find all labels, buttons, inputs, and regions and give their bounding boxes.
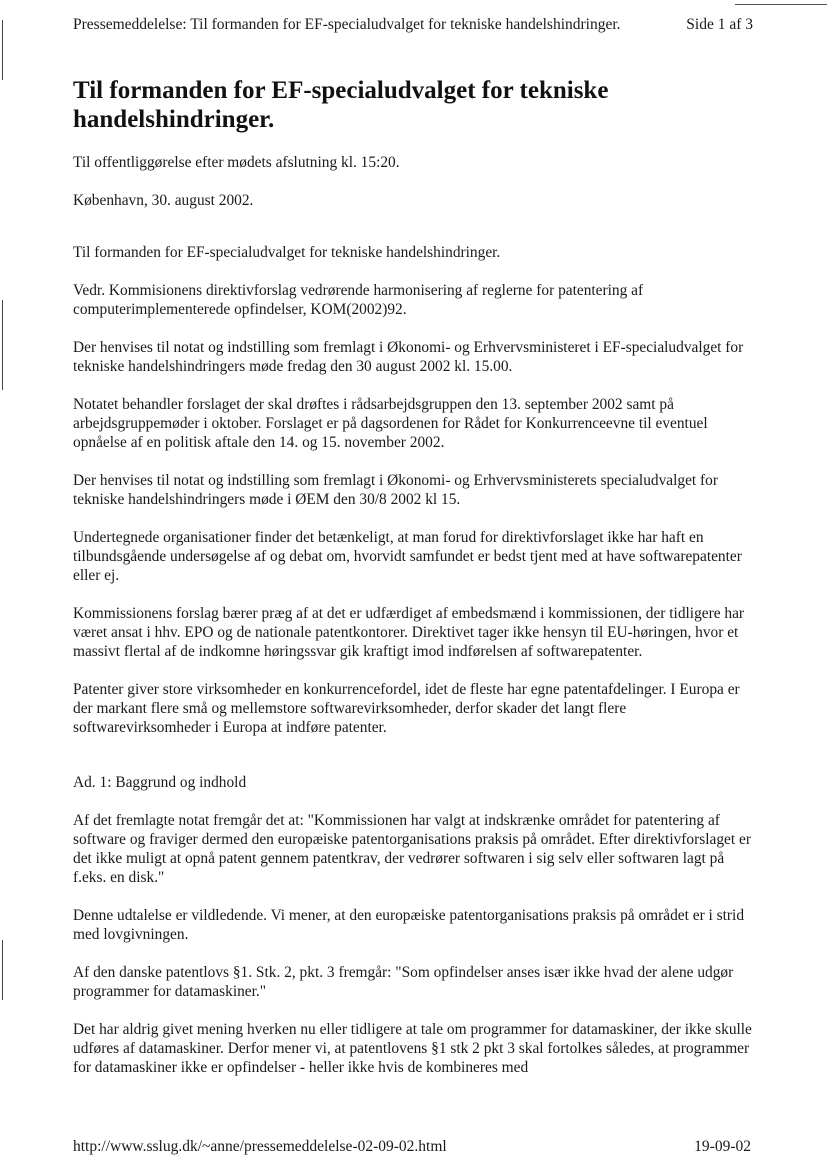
page-number: Side 1 af 3 [686,16,753,33]
paragraph: Der henvises til notat og indstilling som fremlagt i Økonomi- og Erhvervsministeret i EF-specialudvalget for tekniske handelshindringers møde fredag den 30 august 2002 kl. 15.00. [73,339,744,375]
footer-date: 19-09-02 [694,1138,751,1155]
paragraph: Der henvises til notat og indstilling som fremlagt i Økonomi- og Erhvervsministerets specialudvalget for tekniske handelshindringers møde i ØEM den 30/8 2002 kl 15. [73,472,719,508]
paragraph: Patenter giver store virksomheder en konkurrencefordel, idet de fleste har egne patentafdelinger. I Europa er der markant flere små og mellemstore softwarevirksomheder, derfor skader det langt flere softwarevirksomheder i Europa at indføre patenter. [73,681,740,736]
footer-url: http://www.sslug.dk/~anne/pressemeddelelse-02-09-02.html [73,1138,447,1155]
section-heading: Ad. 1: Baggrund og indhold [73,774,247,791]
scan-edge-mark [2,940,3,1000]
paragraph: Undertegnede organisationer finder det betænkeligt, at man forud for direktivforslaget ikke har haft en tilbundsgående undersøgelse af og debat om, hvorvidt samfundet er bedst tjent med at have softwarepatenter eller ej. [73,529,742,584]
paragraph: Kommissionens forslag bærer præg af at det er udfærdiget af embedsmænd i kommissionen, der tidligere har været ansat i hhv. EPO og de nationale patentkontorer. Direktivet tager ikke hensyn til EU-høringen, hvor et massivt flertal af de indkomne høringssvar gik kraftigt imod indførelsen af softwarepatenter. [73,605,745,660]
paragraph: Til formanden for EF-specialudvalget for tekniske handelshindringer. [73,244,501,261]
paragraph: Denne udtalelse er vildledende. Vi mener, at den europæiske patentorganisations praksis på området er i strid med lovgivningen. [73,907,745,943]
paragraph: Til offentliggørelse efter mødets afslutning kl. 15:20. [73,154,400,171]
document-body [73,153,753,1096]
paragraph: Notatet behandler forslaget der skal drøftes i rådsarbejdsgruppen den 13. september 2002 samt på arbejdsgruppemøder i oktober. Forslaget er på dagsordenen for Rådet for Konkurrenceevne til eventuel opnåelse af en politisk aftale den 14. og 15. november 2002. [73,396,708,451]
scan-rule [735,4,827,5]
header-title: Pressemeddelelse: Til formanden for EF-specialudvalget for tekniske handelshindringer. [73,16,621,33]
document-title: Til formanden for EF-specialudvalget for tekniske handelshindringer. [73,77,609,133]
paragraph: Vedr. Kommisionens direktivforslag vedrørende harmonisering af reglerne for patentering af computerimplementerede opfindelser, KOM(2002)92. [73,282,644,318]
scan-edge-mark [2,20,3,80]
paragraph: København, 30. august 2002. [73,192,254,209]
paragraph: Af det fremlagte notat fremgår det at: "Kommissionen har valgt at indskrænke området for patentering af software og fraviger dermed den europæiske patentorganisations praksis på området. Efter direktivforslaget er det ikke muligt at opnå patent gennem patentkrav, der vedrører softwaren i sig selv eller softwaren lagt på f.eks. en disk." [73,812,751,886]
paragraph: Det har aldrig givet mening hverken nu eller tidligere at tale om programmer for datamaskiner, der ikke skulle udføres af datamaskiner. Derfor mener vi, at patentlovens §1 stk 2 pkt 3 skal fortolkes således, at programmer for datamaskiner ikke er opfindelser - heller ikke hvis de kombineres med [73,1021,752,1076]
paragraph: Af den danske patentlovs §1. Stk. 2, pkt. 3 fremgår: "Som opfindelser anses især ikke hvad der alene udgør programmer for datamaskiner." [73,964,734,1000]
scan-edge-mark [2,300,3,390]
